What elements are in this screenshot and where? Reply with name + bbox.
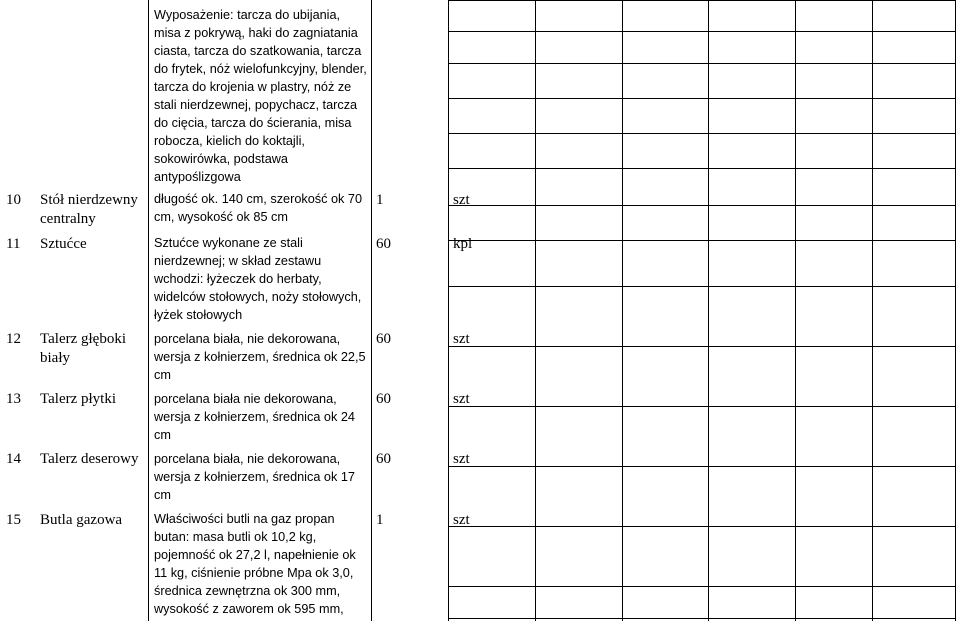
row-divider: [448, 586, 956, 587]
row-divider: [448, 240, 956, 241]
row-divider: [448, 618, 956, 619]
item-number: 10: [6, 192, 21, 208]
item-unit: szt: [453, 391, 470, 407]
item-description: porcelana biała nie dekorowana, wersja z kołnierzem, średnica ok 24 cm: [154, 392, 355, 442]
row-divider: [448, 346, 956, 347]
column-divider: [371, 0, 372, 621]
item-quantity: 1: [376, 512, 384, 528]
item-unit: szt: [453, 512, 470, 528]
item-name: Stół nierdzewny centralny: [40, 192, 138, 227]
row-divider: [448, 98, 956, 99]
item-number: 14: [6, 451, 21, 467]
row-divider: [448, 526, 956, 527]
item-name: Talerz głęboki biały: [40, 331, 126, 366]
item-name: Butla gazowa: [40, 512, 123, 528]
item-unit: szt: [453, 451, 470, 467]
item-number: 13: [6, 391, 21, 407]
item-description: Właściwości butli na gaz propan butan: masa butli ok 10,2 kg, pojemność ok 27,2 l, napełnienie ok 11 kg, ciśnienie próbne Mpa ok 3,0, średnica zewnętrzna ok 300 mm, wysokość z zaworem ok 595 mm,: [154, 512, 356, 616]
item-name: Talerz płytki: [40, 391, 117, 407]
item-unit: szt: [453, 331, 470, 347]
column-divider: [622, 0, 623, 621]
row-divider: [448, 168, 956, 169]
item-number: 15: [6, 512, 21, 528]
column-divider: [795, 0, 796, 621]
row-divider: [448, 406, 956, 407]
item-quantity: 60: [376, 451, 391, 467]
row-divider: [448, 286, 956, 287]
column-divider: [448, 0, 449, 621]
column-divider: [955, 0, 956, 621]
item-description: porcelana biała, nie dekorowana, wersja z kołnierzem, średnica ok 22,5 cm: [154, 332, 366, 382]
row-divider: [448, 133, 956, 134]
item-name: Talerz deserowy: [40, 451, 139, 467]
item-quantity: 60: [376, 236, 391, 252]
item-description: Wyposażenie: tarcza do ubijania, misa z pokrywą, haki do zagniatania ciasta, tarcza do szatkowania, tarcza do frytek, nóż wielofunkcyjny, blender, tarcza do krojenia w plastry, nóż ze stali nierdzewnej, popychacz, tarcza do cięcia, tarcza do ścierania, misa robocza, kielich do koktajli, sokowirówka, podstawa antypoślizgowa: [154, 8, 367, 184]
column-divider: [535, 0, 536, 621]
item-quantity: 60: [376, 391, 391, 407]
row-divider: [448, 466, 956, 467]
item-quantity: 1: [376, 192, 384, 208]
item-unit: kpl: [453, 236, 473, 252]
item-quantity: 60: [376, 331, 391, 347]
row-divider: [448, 31, 956, 32]
column-divider: [872, 0, 873, 621]
row-divider: [448, 205, 956, 206]
item-number: 11: [6, 236, 21, 252]
item-number: 12: [6, 331, 21, 347]
row-divider: [448, 0, 956, 1]
row-divider: [448, 63, 956, 64]
item-description: Sztućce wykonane ze stali nierdzewnej; w skład zestawu wchodzi: łyżeczek do herbaty, widelców stołowych, noży stołowych, łyżek stołowych: [154, 236, 362, 322]
item-description: porcelana biała, nie dekorowana, wersja z kołnierzem, średnica ok 17 cm: [154, 452, 355, 502]
item-unit: szt: [453, 192, 470, 208]
item-name: Sztućce: [40, 236, 87, 252]
column-divider: [708, 0, 709, 621]
item-description: długość ok. 140 cm, szerokość ok 70 cm, wysokość ok 85 cm: [154, 192, 363, 224]
